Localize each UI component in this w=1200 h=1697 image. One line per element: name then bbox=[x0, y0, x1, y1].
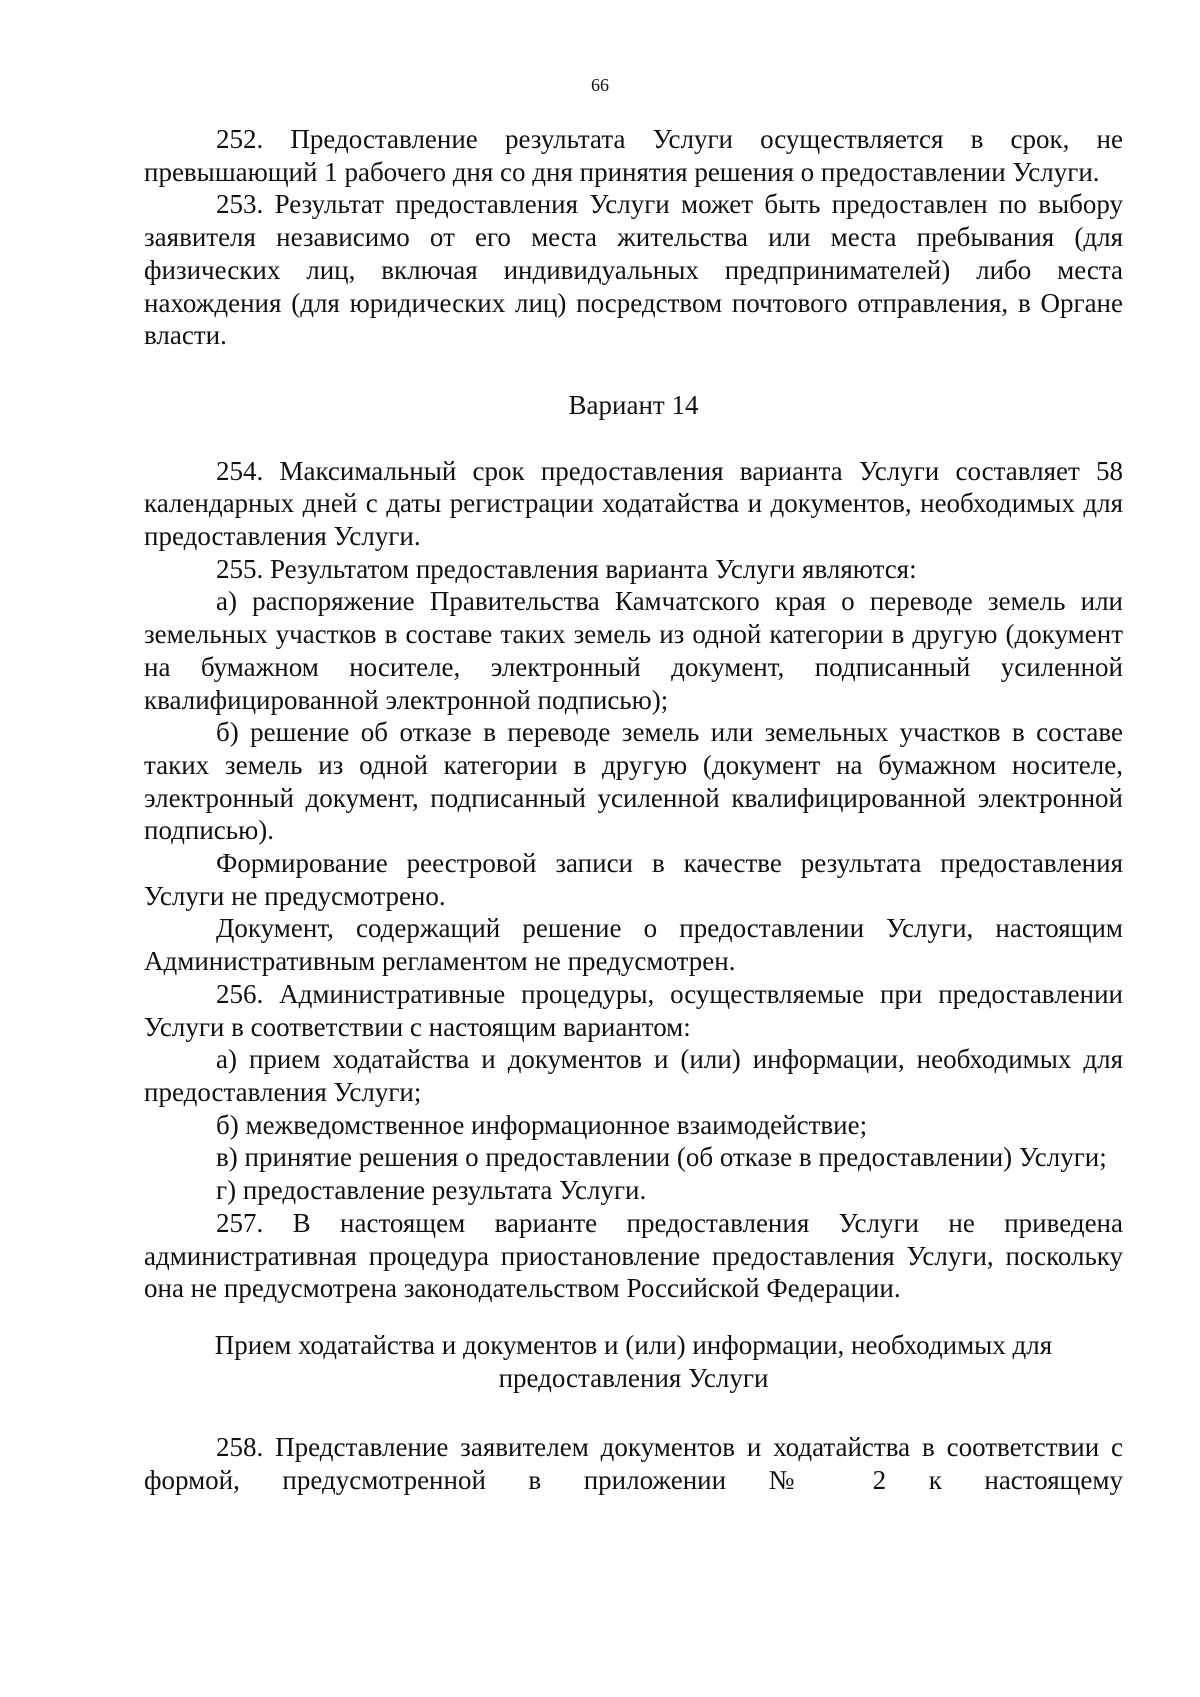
paragraph-255-b: б) решение об отказе в переводе земель или земельных участков в составе таких земель из одной категории в другую (документ на бумажном носителе, электронный документ, подписанный усиленной квалифицированной электронной подписью). bbox=[144, 717, 1123, 846]
section-heading-reception-line-1: Прием ходатайства и документов и (или) информации, необходимых для bbox=[214, 1329, 1053, 1360]
section-heading-variant-14: Вариант 14 bbox=[568, 389, 699, 420]
paragraph-256: 256. Административные процедуры, осуществляемые при предоставлении Услуги в соответствии с настоящим вариантом: bbox=[144, 978, 1123, 1042]
paragraph-256-c: в) принятие решения о предоставлении (об отказе в предоставлении) Услуги; bbox=[216, 1142, 1107, 1173]
document-body bbox=[144, 123, 1123, 1497]
paragraph-252: 252. Предоставление результата Услуги осуществляется в срок, не превышающий 1 рабочего дня со дня принятия решения о предоставлении Услуги. bbox=[144, 124, 1123, 187]
spacer bbox=[144, 422, 1123, 455]
paragraph-255-a: а) распоряжение Правительства Камчатского края о переводе земель или земельных участков в составе таких земель из одной категории в другую (документ на бумажном носителе, электронный документ, подписанный усиленной квалифицированной электронной подписью); bbox=[144, 586, 1123, 715]
paragraph-257: 257. В настоящем варианте предоставления Услуги не приведена административная процедура приостановление предоставления Услуги, поскольку она не предусмотрена законодательством Российской Федерации. bbox=[144, 1207, 1123, 1304]
page-number: 66 bbox=[591, 75, 609, 95]
paragraph-256-a: а) прием ходатайства и документов и (или) информации, необходимых для предоставления Услуги; bbox=[144, 1044, 1123, 1107]
spacer bbox=[144, 1394, 1123, 1431]
paragraph-256-b: б) межведомственное информационное взаимодействие; bbox=[216, 1109, 868, 1140]
paragraph-decision-document: Документ, содержащий решение о предоставлении Услуги, настоящим Административным регламентом не предусмотрен. bbox=[144, 913, 1123, 977]
paragraph-253: 253. Результат предоставления Услуги может быть предоставлен по выбору заявителя независимо от его места жительства или места пребывания (для физических лиц, включая индивидуальных предпринимателей) либо места нахождения (для юридических лиц) посредством почтового отправления, в Органе власти. bbox=[144, 189, 1123, 351]
spacer bbox=[144, 352, 1123, 389]
paragraph-258: 258. Представление заявителем документов и ходатайства в соответствии с формой, предусмотренной в приложении № 2 к настоящему bbox=[144, 1432, 1123, 1496]
paragraph-256-d: г) предоставление результата Услуги. bbox=[216, 1175, 647, 1206]
paragraph-255: 255. Результатом предоставления варианта Услуги являются: bbox=[216, 553, 917, 584]
paragraph-registry-record: Формирование реестровой записи в качестве результата предоставления Услуги не предусмотрено. bbox=[144, 848, 1123, 911]
spacer bbox=[144, 1305, 1123, 1329]
paragraph-254: 254. Максимальный срок предоставления варианта Услуги составляет 58 календарных дней с даты регистрации ходатайства и документов, необходимых для предоставления Услуги. bbox=[144, 455, 1123, 552]
section-heading-reception-line-2: предоставления Услуги bbox=[498, 1362, 769, 1393]
section-heading-reception bbox=[144, 1329, 1123, 1394]
